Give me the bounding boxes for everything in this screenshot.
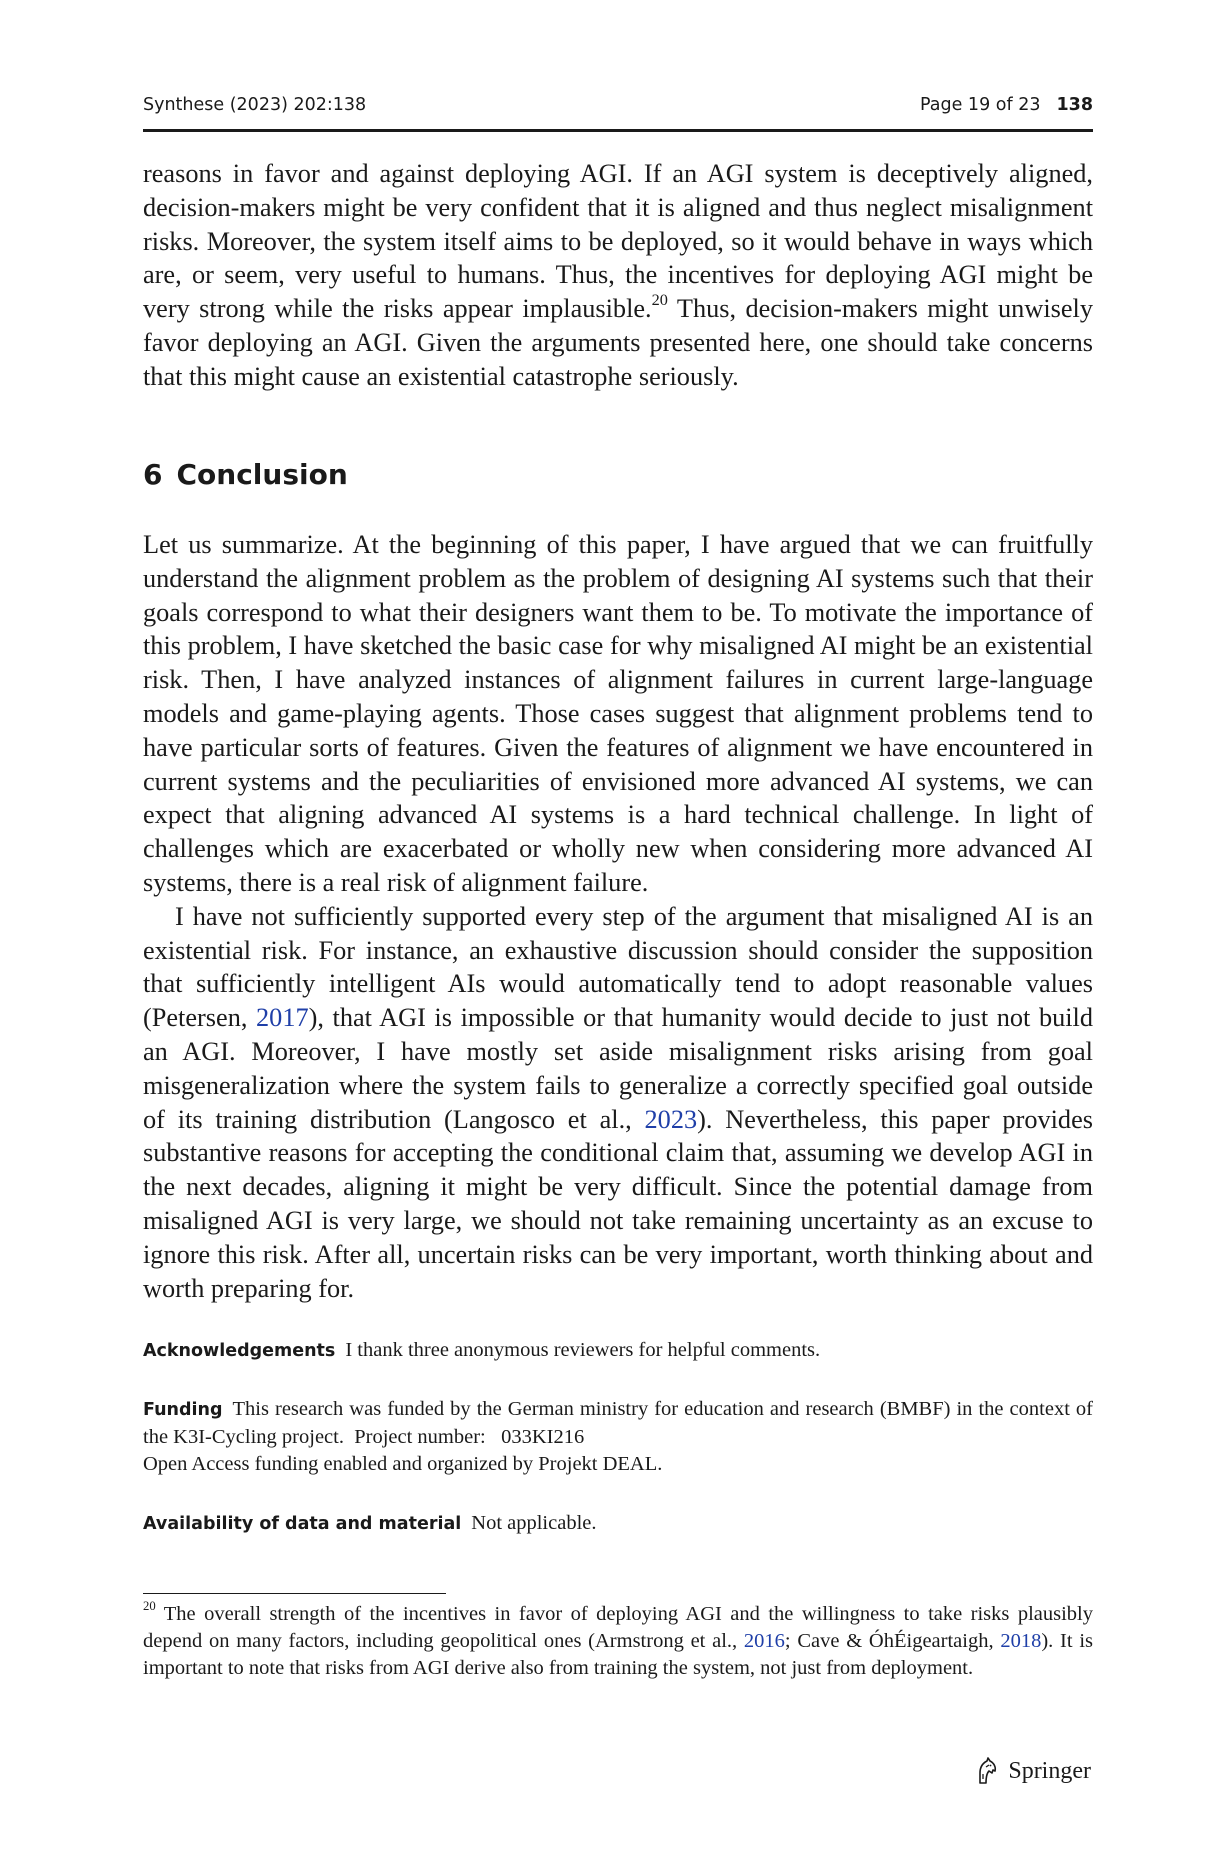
footnote-number: 20 (143, 1599, 156, 1614)
page-info: Page 19 of 23 (920, 95, 1041, 115)
journal-citation: Synthese (2023) 202:138 (143, 95, 367, 115)
funding-label: Funding (143, 1400, 223, 1420)
body-text-top (143, 157, 1093, 394)
acknowledgements-label: Acknowledgements (143, 1341, 336, 1361)
article-number: 138 (1056, 95, 1093, 115)
footnote-text: ; Cave & ÓhÉigeartaigh, (784, 1630, 1001, 1652)
footnote-text: The overall strength of the incentives in favor of deploying AGI and the willingness to take risks plausibly depend on many factors, including geopolitical ones (Armstrong et al., (143, 1603, 1093, 1652)
running-head (143, 91, 1093, 132)
data-availability (143, 1510, 1093, 1538)
citation-link[interactable]: 2017 (256, 1003, 309, 1033)
availability-label: Availability of data and material (143, 1514, 462, 1534)
footnote-divider (143, 1593, 446, 1594)
footnote (143, 1601, 1093, 1682)
project-number-label: Project number: (354, 1426, 486, 1448)
conclusion-paragraph-1: Let us summarize. At the beginning of this paper, I have argued that we can fruitfully understand the alignment problem as the problem of designing AI systems such that their goals correspond to what their designers want them to be. To motivate the importance of this problem, I have sketched the basic case for why misaligned AI might be an existential risk. Then, I have analyzed instances of alignment failures in current large-language models and game-playing agents. Those cases suggest that alignment problems tend to have particular sorts of features. Given the features of alignment we have encountered in current systems and the peculiarities of envisioned more advanced AI systems, we can expect that aligning advanced AI systems is a hard technical challenge. In light of challenges which are exacerbated or wholly new when considering more advanced AI systems, there is a real risk of alignment failure. (143, 530, 1093, 897)
acknowledgements-text: I thank three anonymous reviewers for helpful comments. (345, 1339, 821, 1361)
springer-horse-icon (974, 1757, 1000, 1785)
section-number: 6 (143, 458, 163, 491)
acknowledgements (143, 1337, 1093, 1365)
paragraph-continued (143, 157, 1093, 394)
section-title: Conclusion (176, 458, 348, 491)
paragraph-text: reasons in favor and against deploying AGI. If an AGI system is deceptively aligned, decision-makers might be very confident that it is aligned and thus neglect misalignment risks. Moreover, the system itself aims to be deployed, so it would behave in ways which are, or seem, very useful to humans. Thus, the incentives for deploying AGI might be very strong while the risks appear implausible. (143, 159, 1093, 324)
section-heading (143, 458, 348, 491)
project-number: 033KI216 (501, 1426, 585, 1448)
footnote-text: ). It is important to note that risks from AGI derive also from training the system, not just from deployment. (143, 1630, 1093, 1679)
open-access-text: Open Access funding enabled and organized by Projekt DEAL. (143, 1453, 663, 1475)
paragraph-text: Thus, decision-makers might unwisely favor deploying an AGI. Given the arguments presented here, one should take concerns that this might cause an existential catastrophe seriously. (143, 294, 1093, 391)
funding-text: This research was funded by the German ministry for education and research (BMBF) in the context of the K3I-Cycling project. (143, 1398, 1093, 1448)
availability-text: Not applicable. (471, 1512, 597, 1534)
funding (143, 1396, 1093, 1478)
page-indicator (920, 95, 1093, 115)
citation-link[interactable]: 2016 (743, 1630, 785, 1652)
publisher-name: Springer (1008, 1757, 1091, 1784)
conclusion-paragraph-2 (143, 900, 1093, 1306)
publisher-logo (974, 1757, 1091, 1785)
paragraph-text: I have not sufficiently supported every step of the argument that misaligned AI is an existential risk. For instance, an exhaustive discussion should consider the supposition that sufficiently intelligent AIs would automatically tend to adopt reasonable values (Petersen, (143, 901, 1093, 1033)
conclusion-body (143, 528, 1093, 1305)
footnote-marker[interactable]: 20 (651, 289, 668, 309)
paragraph-text: ), that AGI is impossible or that humanity would decide to just not build an AGI. Moreover, I have mostly set aside misalignment risks arising from goal misgeneralization where the system fails to generalize a correctly specified goal outside of its training distribution (Langosco et al., (143, 1003, 1093, 1134)
citation-link[interactable]: 2023 (644, 1104, 698, 1134)
paragraph-text: ). Nevertheless, this paper provides substantive reasons for accepting the conditional claim that, assuming we develop AGI in the next decades, aligning it might be very difficult. Since the potential damage from misaligned AGI is very large, we should not take remaining uncertainty as an excuse to ignore this risk. After all, uncertain risks can be very important, worth thinking about and worth preparing for. (143, 1104, 1093, 1303)
citation-link[interactable]: 2018 (1000, 1630, 1042, 1652)
